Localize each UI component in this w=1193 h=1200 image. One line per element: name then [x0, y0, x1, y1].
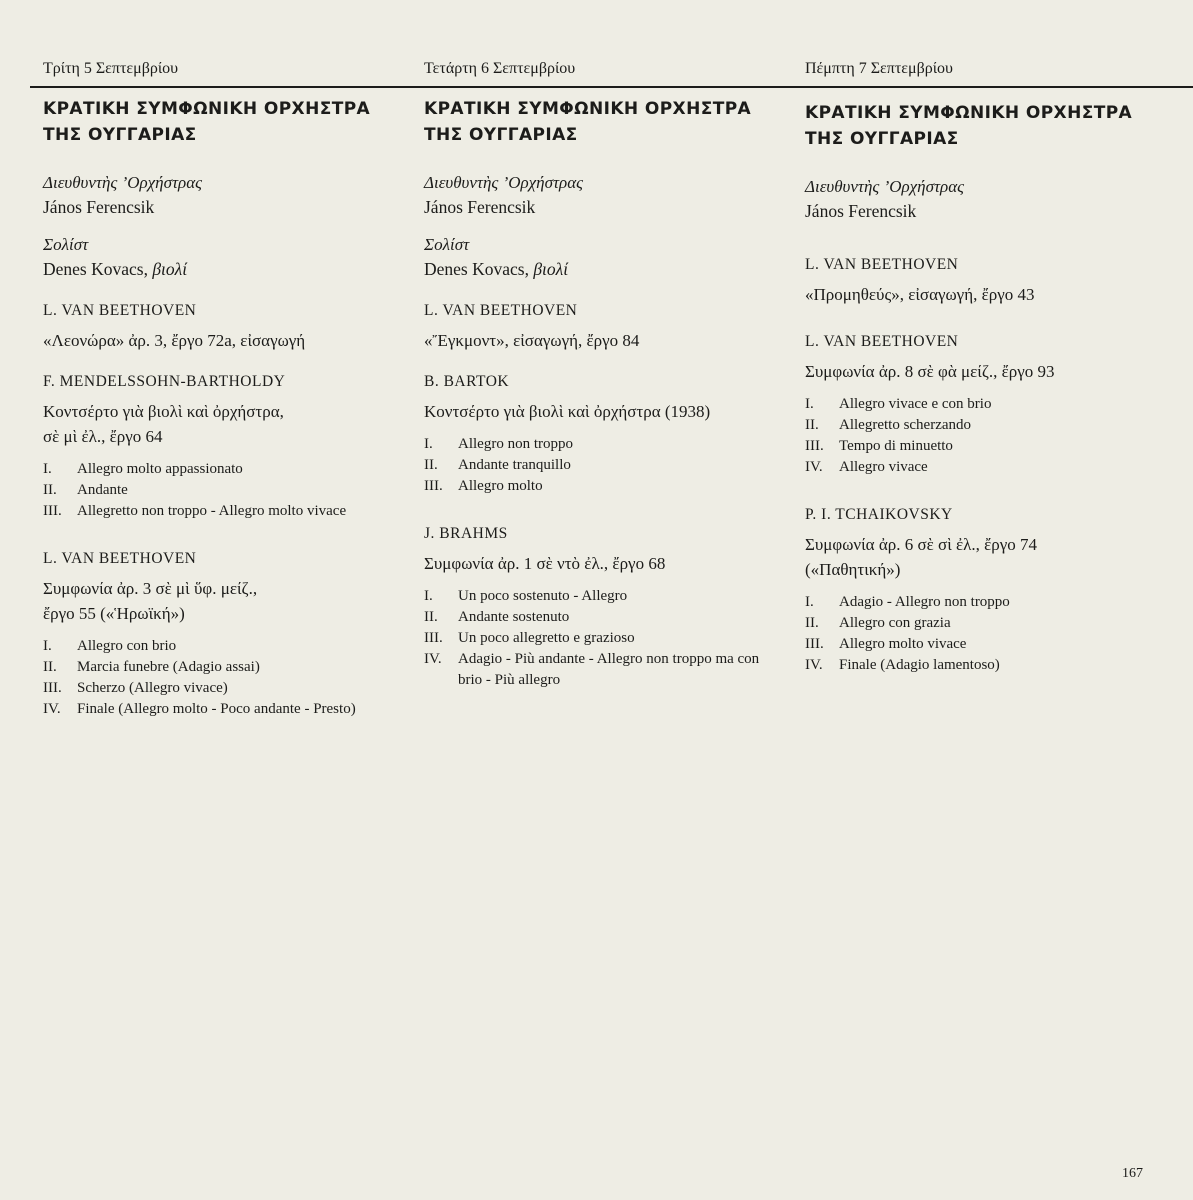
movement-item [424, 434, 774, 455]
page-number: 167 [1122, 1166, 1143, 1181]
soloist-role: Σολίστ [424, 235, 470, 254]
movement-item [424, 607, 774, 628]
movement-item [805, 394, 1155, 415]
conductor-role: Διευθυντὴς ’Ορχήστρας [424, 173, 584, 192]
movement-number: II. [805, 615, 819, 631]
movement-number: III. [424, 630, 443, 646]
movement-list [805, 394, 1155, 478]
movement-title: Finale (Adagio lamentoso) [839, 657, 1000, 673]
composer: L. VAN BEETHOVEN [805, 333, 959, 350]
movement-title: Andante [77, 482, 128, 498]
movement-title: Allegro con brio [77, 638, 177, 654]
date-wednesday: Τετάρτη 6 Σεπτεμβρίου [424, 60, 576, 77]
movement-title: Allegro molto appassionato [77, 461, 243, 477]
orchestra-name: ΚΡΑΤΙΚΗ ΣΥΜΦΩΝΙΚΗ ΟΡΧΗΣΤΡΑ ΤΗΣ ΟΥΓΓΑΡΙΑΣ [805, 103, 1133, 149]
work-title: Κοντσέρτο γιὰ βιολὶ καὶ ὀρχήστρα (1938) [424, 402, 711, 421]
header-rule [30, 86, 1193, 88]
soloist-name: Denes Kovacs, βιολί [424, 259, 569, 279]
soloist-block [43, 234, 393, 282]
movement-title: Scherzo (Allegro vivace) [77, 680, 228, 696]
movement-item [43, 636, 393, 657]
concert-column-1 [43, 96, 393, 720]
composer: L. VAN BEETHOVEN [43, 550, 197, 567]
conductor-block [43, 172, 393, 220]
movement-number: IV. [805, 459, 823, 475]
movement-item [424, 628, 774, 649]
movement-title: Adagio - Più andante - Allegro non troppo ma con brio - Più allegro [458, 651, 760, 688]
movement-number: III. [805, 636, 824, 652]
movement-title: Un poco allegretto e grazioso [458, 630, 635, 646]
movement-number: III. [43, 680, 62, 696]
movement-number: II. [43, 482, 57, 498]
movement-item [805, 655, 1155, 676]
work-title: Συμφωνία ἀρ. 6 σὲ σὶ ἐλ., ἔργο 74 («Παθητική») [805, 535, 1038, 579]
conductor-name: János Ferencsik [43, 197, 155, 217]
movement-item [43, 699, 393, 720]
movement-number: II. [424, 457, 438, 473]
movement-item [43, 678, 393, 699]
movement-title: Allegro molto vivace [839, 636, 967, 652]
work-title: Συμφωνία ἀρ. 1 σὲ ντὸ ἐλ., ἔργο 68 [424, 554, 666, 573]
date-thursday: Πέμπτη 7 Σεπτεμβρίου [805, 60, 953, 77]
movement-item [805, 436, 1155, 457]
composer: B. BARTOK [424, 373, 510, 390]
movement-title: Allegro con grazia [839, 615, 951, 631]
movement-title: Allegretto scherzando [839, 417, 972, 433]
movement-number: III. [424, 478, 443, 494]
movement-title: Allegro vivace e con brio [839, 396, 992, 412]
movement-number: I. [424, 588, 433, 604]
soloist-block [424, 234, 774, 282]
movement-number: IV. [424, 651, 442, 667]
movement-number: I. [805, 594, 814, 610]
orchestra-name: ΚΡΑΤΙΚΗ ΣΥΜΦΩΝΙΚΗ ΟΡΧΗΣΤΡΑ ΤΗΣ ΟΥΓΓΑΡΙΑΣ [424, 99, 752, 145]
work-title: Συμφωνία ἀρ. 8 σὲ φὰ μείζ., ἔργο 93 [805, 362, 1055, 381]
orchestra-name: ΚΡΑΤΙΚΗ ΣΥΜΦΩΝΙΚΗ ΟΡΧΗΣΤΡΑ ΤΗΣ ΟΥΓΓΑΡΙΑΣ [43, 99, 371, 145]
conductor-name: János Ferencsik [805, 201, 917, 221]
movement-item [424, 455, 774, 476]
movement-number: III. [43, 503, 62, 519]
movement-number: I. [43, 461, 52, 477]
conductor-role: Διευθυντὴς ’Ορχήστρας [805, 177, 965, 196]
movement-title: Finale (Allegro molto - Poco andante - Presto) [77, 701, 356, 717]
movement-item [43, 657, 393, 678]
soloist-name: Denes Kovacs, βιολί [43, 259, 188, 279]
concert-column-3 [805, 96, 1155, 676]
composer: P. I. TCHAIKOVSKY [805, 506, 953, 523]
movement-title: Un poco sostenuto - Allegro [458, 588, 628, 604]
movement-item [805, 613, 1155, 634]
movement-item [424, 649, 774, 691]
work-title: Κοντσέρτο γιὰ βιολὶ καὶ ὀρχήστρα, σὲ μὶ ἐλ., ἔργο 64 [43, 402, 284, 446]
conductor-block [424, 172, 774, 220]
movement-title: Allegro non troppo [458, 436, 573, 452]
movement-title: Tempo di minuetto [839, 438, 953, 454]
movement-list [43, 636, 393, 720]
movement-list [424, 434, 774, 497]
movement-number: II. [424, 609, 438, 625]
movement-item [43, 459, 393, 480]
movement-title: Marcia funebre (Adagio assai) [77, 659, 260, 675]
movement-item [43, 480, 393, 501]
work-title: «Ἔγκμοντ», εἰσαγωγή, ἔργο 84 [424, 331, 640, 350]
work-title: «Λεονώρα» ἀρ. 3, ἔργο 72a, εἰσαγωγή [43, 331, 306, 350]
work-title: Συμφωνία ἀρ. 3 σὲ μὶ ὕφ. μείζ., ἔργο 55 («Ἡρωϊκή») [43, 579, 258, 623]
movement-title: Andante sostenuto [458, 609, 570, 625]
movement-number: III. [805, 438, 824, 454]
movement-title: Adagio - Allegro non troppo [839, 594, 1010, 610]
movement-item [805, 457, 1155, 478]
movement-list [805, 592, 1155, 676]
movement-item [805, 634, 1155, 655]
conductor-role: Διευθυντὴς ’Ορχήστρας [43, 173, 203, 192]
movement-item [424, 586, 774, 607]
movement-number: I. [43, 638, 52, 654]
composer: L. VAN BEETHOVEN [805, 256, 959, 273]
composer: J. BRAHMS [424, 525, 508, 542]
movement-item [805, 592, 1155, 613]
movement-item [424, 476, 774, 497]
composer: F. MENDELSSOHN-BARTHOLDY [43, 373, 286, 390]
movement-title: Allegro vivace [839, 459, 928, 475]
conductor-name: János Ferencsik [424, 197, 536, 217]
composer: L. VAN BEETHOVEN [43, 302, 197, 319]
date-tuesday: Τρίτη 5 Σεπτεμβρίου [43, 60, 179, 77]
movement-number: IV. [43, 701, 61, 717]
work-title: «Προμηθεύς», εἰσαγωγή, ἔργο 43 [805, 285, 1035, 304]
conductor-block [805, 176, 1155, 224]
movement-item [805, 415, 1155, 436]
movement-item [43, 501, 393, 522]
movement-number: I. [424, 436, 433, 452]
movement-title: Allegro molto [458, 478, 543, 494]
movement-number: IV. [805, 657, 823, 673]
movement-list [43, 459, 393, 522]
movement-list [424, 586, 774, 691]
concert-column-2 [424, 96, 774, 691]
movement-number: I. [805, 396, 814, 412]
composer: L. VAN BEETHOVEN [424, 302, 578, 319]
movement-number: II. [805, 417, 819, 433]
movement-title: Andante tranquillo [458, 457, 571, 473]
movement-number: II. [43, 659, 57, 675]
soloist-role: Σολίστ [43, 235, 89, 254]
movement-title: Allegretto non troppo - Allegro molto vivace [77, 503, 347, 519]
